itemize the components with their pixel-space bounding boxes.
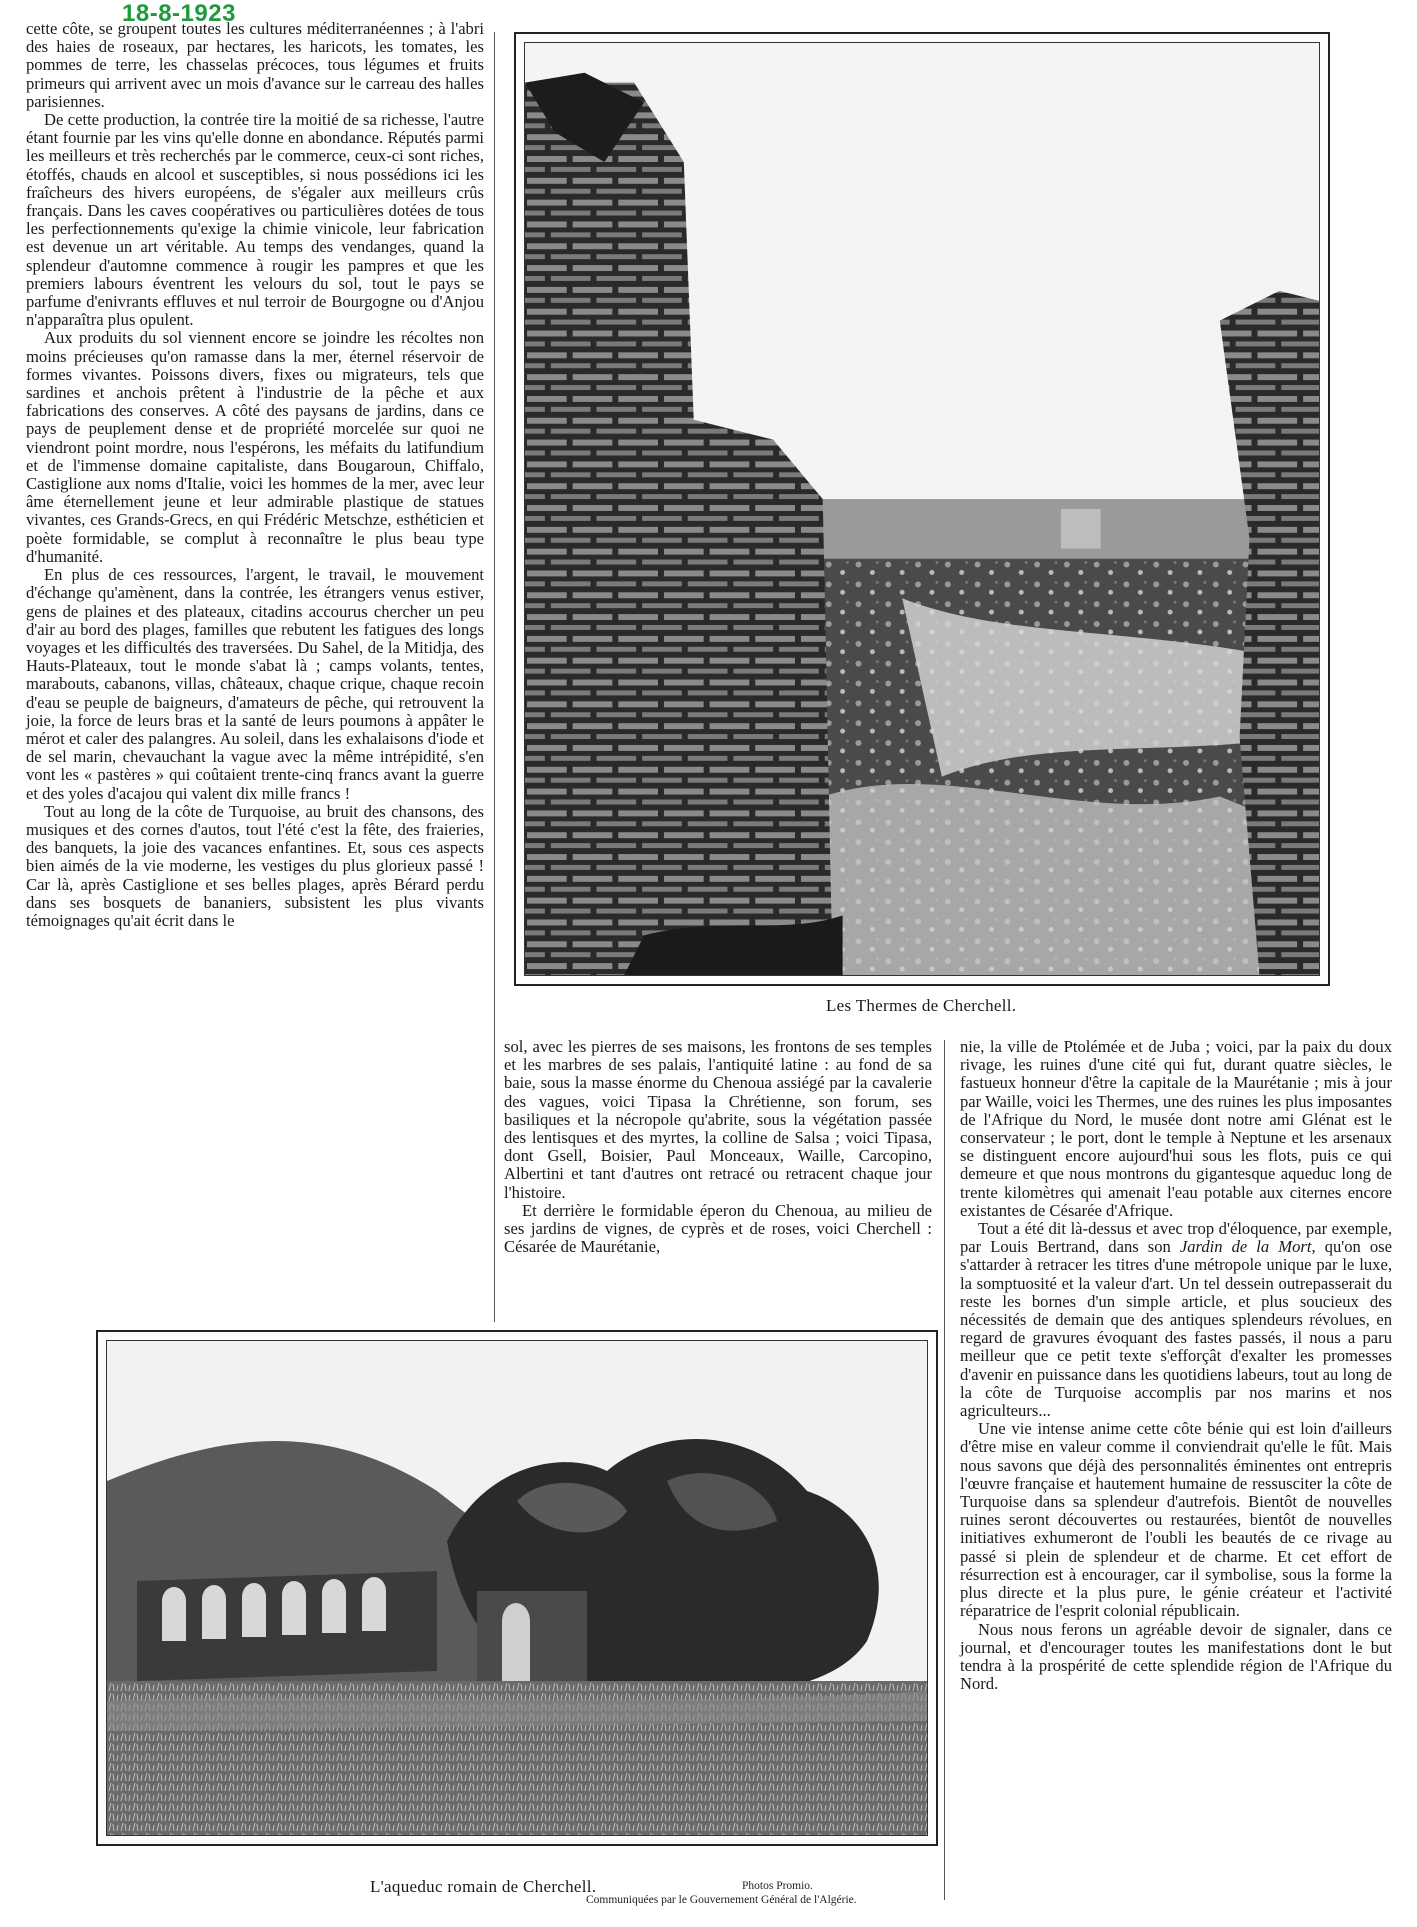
- thermes-photo: [514, 32, 1330, 986]
- paragraph: cette côte, se groupent toutes les cultures méditerranéennes ; à l'abri des haies de roseaux, par hectares, les haricots, les tomates, les pommes de terre, les chasselas précoces, tous légumes et fruits primeurs qui arrivent avec un mois d'avance sur le carreau des halles parisiennes.: [26, 19, 484, 111]
- paragraph: sol, avec les pierres de ses maisons, les frontons de ses temples et les marbres de ses palais, l'antiquité latine : au fond de sa baie, sous la masse énorme du Chenoua assiégé par la cavalerie des vagues, voici Tipasa la Chrétienne, son forum, ses basiliques et la nécropole qu'abrite, sous la végétation passée des lentisques et des myrtes, la colline de Salsa ; voici Tipasa, dont Gsell, Boisier, Paul Monceaux, Waille, Carcopino, Albertini et tant d'autres ont retracé ou retracent chaque jour l'histoire.: [504, 1037, 932, 1202]
- paragraph: En plus de ces ressources, l'argent, le travail, le mouvement d'échange qu'amènent, dans la contrée, les étrangers venus estiver, gens de plaines et des plateaux, citadins accourus chercher un peu d'air au bord des plages, familles que rebutent les fatigues des longs voyages et les difficultés des traversées. Du Sahel, de la Mitidja, des Hauts-Plateaux, tout le monde s'abat là ; camps volants, tentes, marabouts, cabanons, villas, châteaux, chaque crique, chaque recoin d'eau se peuple de baigneurs, d'amateurs de pêche, qui retrouvent la joie, la force de leurs bras et la santé de leurs poumons à appâter le mérot et caler des palangres. Au soleil, dans les exhalaisons d'iode et de sel marin, chevauchant la vague avec la même intrépidité, s'en vont les « pastères » qui coûtaient trente-cinq francs avant la guerre et des yoles d'acajou qui valent dix mille francs !: [26, 565, 484, 803]
- aqueduc-photo-image: [107, 1341, 927, 1835]
- text-run: Tout a été dit là-dessus et avec trop d'éloquence, par exemple, par Louis Bertrand, dans son: [960, 1219, 1392, 1257]
- column-rule: [494, 32, 495, 1322]
- column-rule: [944, 1040, 945, 1900]
- paragraph: Nous nous ferons un agréable devoir de signaler, dans ce journal, et d'encourager toutes les manifestations dont le but tendra à la prospérité de cette splendide région de l'Afrique du Nord.: [960, 1619, 1392, 1694]
- communique-credit: Communiquées par le Gouvernement Général de l'Algérie.: [586, 1894, 857, 1906]
- paragraph: nie, la ville de Ptolémée et de Juba ; voici, par la paix du doux rivage, les ruines d'une cité qui fut, durant quatre siècles, le fastueux honneur d'être la capitale de la Maurétanie ; mis à jour par Waille, voici les Thermes, une des ruines les plus imposantes de l'Afrique du Nord, le musée dont notre ami Glénat est le conservateur ; le port, dont le temple à Neptune et les arsenaux se distinguent encore aujourd'hui sous les flots, puis ce qui demeure et que nous montrons du gigantesque aqueduc long de trente kilomètres qui amenait l'eau potable aux citernes encore existantes de Césarée d'Afrique.: [960, 1037, 1392, 1220]
- column-left: [26, 20, 484, 930]
- paragraph: Et derrière le formidable éperon du Chenoua, au milieu de ses jardins de vignes, de cyprès et de roses, voici Cherchell : Césarée de Maurétanie,: [504, 1200, 932, 1257]
- thermes-photo-image: [525, 43, 1319, 975]
- aqueduc-caption: L'aqueduc romain de Cherchell.: [370, 1877, 597, 1896]
- column-right: [960, 1038, 1392, 1693]
- date-stamp: 18-8-1923: [122, 0, 236, 27]
- aqueduc-photo: [96, 1330, 938, 1846]
- paragraph: Tout au long de la côte de Turquoise, au bruit des chansons, des musiques et des cornes d'autos, tout l'été c'est la fête, des fraieries, des banquets, la joie des vacances enfantines. Et, sous ces aspects bien aimés de la vie moderne, les vestiges du plus glorieux passé ! Car là, après Castiglione et ses belles plages, après Bérard perdu dans ses bosquets de bananiers, subsistent les plus vivants témoignages qu'ait écrit dans le: [26, 801, 484, 930]
- paragraph: Aux produits du sol viennent encore se joindre les récoltes non moins précieuses qu'on ramasse dans la mer, éternel réservoir de formes vivantes. Poissons divers, fixes ou migrateurs, tels que sardines et anchois prêtent à l'industrie de la pêche et aux fabrications des conserves. A côté des paysans de jardins, dans ce pays de peuplement dense et de propriété morcelée sur quoi ne viendront point mordre, nous l'espérons, les méfaits du latifundium et de l'immense domaine capitaliste, dans Bougaroun, Chiffalo, Castiglione aux noms d'Italie, voici les hommes de la mer, avec leur âme éternellement jeune et leur admirable plastique de statues vivantes, ces Grands-Grecs, en qui Frédéric Metschze, esthéticien et poète formidable, se complut à reconnaître le plus beau type d'humanité.: [26, 328, 484, 566]
- paragraph: De cette production, la contrée tire la moitié de sa richesse, l'autre étant fournie par les vins qu'elle donne en abondance. Réputés parmi les meilleurs et très recherchés par le commerce, ceux-ci sont riches, étoffés, chauds en alcool et susceptibles, si nous possédions ici les fraîcheurs des hivers européens, de s'égaler aux meilleurs crûs français. Dans les caves coopératives ou particulières dotées de tous les perfectionnements qu'exige la chimie vinicole, leur fabrication est devenue un art véritable. Au temps des vendanges, quand la splendeur d'automne commence à rougir les pampres et que les premiers labours éventrent les velours du sol, tout le pays se parfume d'enivrants effluves et nul terroir de Bourgogne ou d'Anjou n'apparaîtra plus opulent.: [26, 110, 484, 330]
- paragraph: [960, 1220, 1392, 1420]
- photos-credit: Photos Promio.: [742, 1880, 813, 1892]
- text-run: , qu'on ose s'attarder à retracer les titres d'une métropole unique par le luxe, la somptuosité et la valeur d'art. Un tel dessein outrepasserait du reste les bornes d'un simple article, et plus soucieux des nécessités de demain que des antiques splendeurs révolues, en regard de gravures évoquant des fastes passés, il nous a paru meilleur que ce petit texte s'efforçât d'exalter les promesses d'avenir en puissance dans les quotidiens labeurs, tout au long de la côte de Turquoise accomplis par nos marins et nos agriculteurs...: [960, 1237, 1392, 1421]
- paragraph: Une vie intense anime cette côte bénie qui est loin d'ailleurs d'être mise en valeur comme il conviendrait qu'elle le fût. Mais nous savons que déjà des personnalités éminentes ont entrepris l'œuvre française et hautement humaine de ressusciter la côte de Turquoise dans sa splendeur d'autrefois. Bientôt de nouvelles ruines seront découvertes ou restaurées, bientôt de nouvelles initiatives exhumeront de l'oubli les beautés de ce rivage au passé si plein de splendeur et de charme. Et cet effort de résurrection est à encourager, car il symbolise, sous la forme la plus directe et la plus pure, le génie créateur et l'activité réparatrice de l'esprit colonial républicain.: [960, 1419, 1392, 1621]
- book-title: Jardin de la Mort: [1179, 1237, 1312, 1257]
- column-middle: [504, 1038, 932, 1256]
- thermes-caption: Les Thermes de Cherchell.: [826, 996, 1017, 1015]
